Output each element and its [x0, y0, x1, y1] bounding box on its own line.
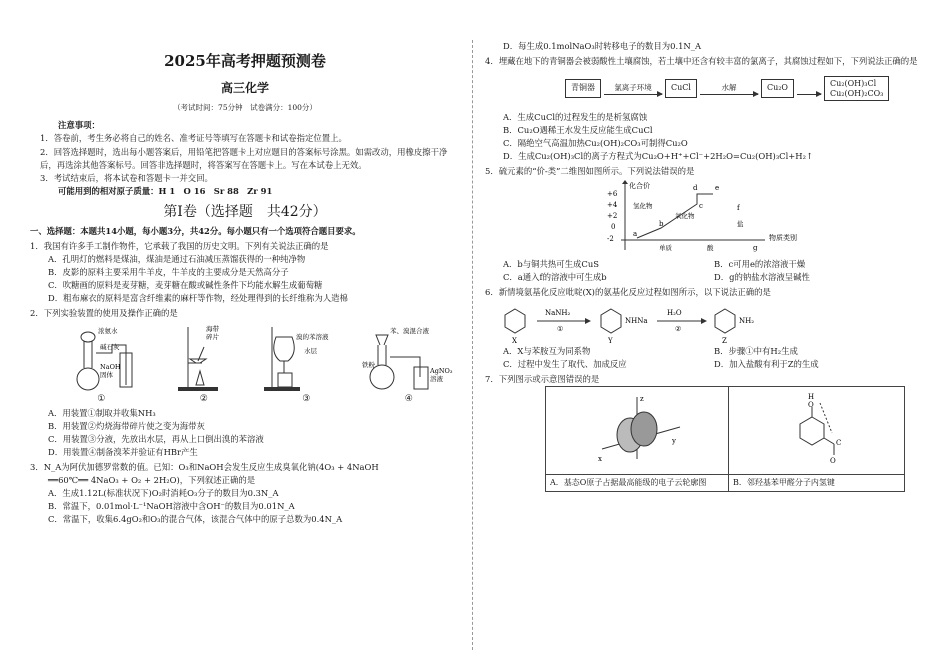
group: NH₂ — [739, 317, 755, 326]
column-divider — [472, 40, 473, 650]
apparatus-3-image — [260, 323, 340, 393]
figure-number: ④ — [404, 394, 413, 405]
option: B．步骤①中有H₂生成 — [714, 346, 798, 357]
apparatus-4-image — [360, 323, 453, 393]
arrow-label: 水解 — [721, 83, 737, 93]
figure-cell — [546, 387, 729, 474]
label: AgNO₃ — [430, 367, 453, 376]
orbital-image — [562, 389, 712, 467]
label: 碱石灰 — [100, 343, 120, 352]
label: 水层 — [304, 347, 317, 356]
option: D．用装置④制备溴苯并验证有HBr产生 — [48, 447, 198, 458]
label: 碎片 — [206, 333, 219, 342]
flow-arrow — [601, 82, 665, 95]
point-label: d — [693, 184, 698, 193]
option: A．用装置①制取并收集NH₃ — [48, 408, 156, 419]
figure-number: ① — [97, 394, 106, 405]
question-stem: 4．埋藏在地下的青铜器会被弱酸性土壤腐蚀，若土壤中还含有较丰富的氯离子，其腐蚀过程如下，下列说法正确的是 — [485, 56, 918, 67]
label: 铁粉 — [362, 361, 375, 370]
exam-info: （考试时间：75分钟 试卷满分：100分） — [173, 102, 317, 112]
axis-label: y — [672, 437, 676, 446]
atom-label: O — [807, 401, 814, 410]
category: 氧化物 — [675, 212, 695, 221]
option: C．隔绝空气高温加热Cu₂(OH)₂CO₃可制得Cu₂O — [503, 138, 688, 149]
point-label: c — [699, 202, 703, 211]
right-column — [485, 40, 925, 492]
group: NHNa — [625, 317, 648, 326]
caption-cell: A．基态O原子占据最高能级的电子云轮廓图 — [546, 474, 729, 491]
atomic-masses: 可能用到的相对原子质量：H 1 O 16 Sr 88 Zr 91 — [58, 185, 273, 196]
exam-subtitle: 高三化学 — [220, 81, 269, 96]
compound-label: Z — [722, 337, 727, 346]
category: 酸 — [707, 244, 714, 253]
option: B．c可用e的浓溶液干燥 — [714, 259, 806, 270]
notice-heading: 注意事项： — [58, 120, 100, 131]
option-row — [485, 345, 925, 358]
label: 苯、溴混合液 — [390, 327, 429, 336]
option: A．孔明灯的燃料是煤油，煤油是通过石油减压蒸馏获得的一种纯净物 — [48, 254, 306, 265]
tick: +6 — [607, 190, 618, 199]
category: 盐 — [737, 220, 744, 229]
valence-class-diagram — [485, 178, 925, 258]
option: D．加入盐酸有利于Z的生成 — [714, 359, 819, 370]
apparatus-figure — [50, 323, 460, 393]
option-row — [485, 271, 925, 284]
atom-label: H — [807, 393, 814, 402]
option: D．粗布麻衣的原料是富含纤维素的麻杆等作物，经处理得到的长纤维称为人造棉 — [48, 293, 348, 304]
label: 海带 — [206, 325, 219, 334]
option-row — [485, 258, 925, 271]
tick: +2 — [607, 212, 618, 221]
flow-box: Cu₂O — [761, 79, 794, 97]
option: D．每生成0.1molNaO₃时转移电子的数目为0.1N_A — [503, 41, 701, 51]
notice-item: 1．答卷前，考生务必将自己的姓名、准考证号等填写在答题卡和试卷指定位置上。 — [40, 133, 347, 144]
axis-label: 化合价 — [629, 182, 650, 191]
atom-label: O — [829, 457, 836, 466]
flow-arrow — [697, 82, 761, 95]
amination-scheme — [485, 299, 925, 345]
label: 溴的苯溶液 — [296, 333, 329, 342]
reagent: NaNH₂ — [545, 309, 571, 318]
axis-label: x — [598, 455, 602, 464]
option: C．常温下，收集6.4gO₂和O₃的混合气体，该混合气体中的原子总数为0.4N_A — [48, 514, 343, 525]
question-stem: 2．下列实验装置的使用及操作正确的是 — [30, 308, 178, 319]
step-label: ② — [675, 325, 682, 334]
apparatus-2-image — [170, 323, 240, 393]
option: C．a通入f的溶液中可生成b — [503, 272, 607, 283]
axis-label: 物质类别 — [769, 234, 797, 243]
compound-label: Y — [608, 337, 613, 346]
label: 溶液 — [430, 375, 443, 384]
arrow-label: 氯离子环境 — [614, 83, 652, 93]
flow-box: 青铜器 — [565, 79, 601, 97]
exam-title: 2025年高考押题预测卷 — [164, 52, 326, 70]
flow-arrow — [794, 82, 824, 95]
notice-item: 2．回答选择题时，选出每小题答案后，用铅笔把答题卡上对应题目的答案标号涂黑。如需改动，用橡皮擦干净后，再选涂其他答案标号。回答非选择题时，将答案写在答题卡上。写在本试卷上无效。 — [40, 146, 448, 170]
figure-cell — [729, 387, 905, 474]
question-stem: 3．N_A为阿伏加德罗常数的值。已知：O₃和NaOH会发生反应生成臭氧化钠(4O₃ + 4NaOH — [30, 462, 379, 473]
part-title: 第Ⅰ卷（选择题 共42分） — [163, 203, 327, 220]
step-label: ① — [557, 325, 564, 334]
notice-item: 3．考试结束后，将本试卷和答题卡一并交回。 — [40, 172, 213, 183]
point-label: e — [715, 184, 720, 193]
option: B．皮影的原料主要采用牛羊皮，牛羊皮的主要成分是天然高分子 — [48, 267, 289, 278]
point-label: b — [659, 220, 664, 229]
caption-cell: B．邻羟基苯甲醛分子内氢键 — [729, 474, 905, 491]
label: NaOH — [100, 363, 121, 372]
category: 单质 — [659, 244, 672, 253]
point-label: a — [633, 230, 638, 239]
option: A．生成CuCl的过程发生的是析氢腐蚀 — [503, 112, 648, 123]
axis-label: z — [640, 395, 644, 404]
tick: -2 — [607, 235, 614, 244]
tick: +4 — [607, 201, 618, 210]
option: B．用装置②灼烧海带碎片使之变为海带灰 — [48, 421, 205, 432]
option: C．过程中发生了取代、加成反应 — [503, 359, 627, 370]
option: A．b与铜共热可生成CuS — [503, 259, 599, 270]
option: A．生成1.12L(标准状况下)O₂时消耗O₃分子的数目为0.3N_A — [48, 488, 279, 499]
point-label: g — [753, 244, 758, 253]
figure-numbers — [50, 393, 460, 407]
tick: 0 — [611, 223, 616, 232]
label: 浓氨水 — [98, 327, 118, 336]
section-instruction: 一、选择题：本题共14小题，每小题3分，共42分。每小题只有一个选项符合题目要求。 — [30, 226, 361, 237]
left-column — [30, 40, 460, 526]
compound-label: X — [512, 337, 517, 346]
flow-box — [824, 76, 889, 101]
option: B．常温下，0.01mol·L⁻¹NaOH溶液中含OH⁻的数目为0.01N_A — [48, 501, 295, 512]
molecule-image — [742, 389, 892, 467]
option: D．生成Cu₂(OH)₃Cl的离子方程式为Cu₂O+H⁺+Cl⁻+2H₂O=Cu₂(OH)₃Cl+H₂↑ — [503, 151, 813, 162]
option: C．用装置③分液，先放出水层，再从上口倒出溴的苯溶液 — [48, 434, 264, 445]
question-stem: 5．硫元素的“价-类”二维图如图所示。下列说法错误的是 — [485, 166, 695, 177]
figure-table — [545, 386, 905, 492]
product: Cu₂(OH)₂CO₃ — [830, 88, 884, 98]
category: 氢化物 — [633, 202, 653, 211]
product: Cu₂(OH)₃Cl — [830, 79, 877, 89]
label: 固体 — [100, 371, 113, 380]
question-stem: 1．我国有许多手工制作物件，它承载了我国的历史文明。下列有关说法正确的是 — [30, 241, 329, 252]
reagent: H₂O — [667, 309, 682, 318]
option: D．g的钠盐水溶液呈碱性 — [714, 272, 810, 283]
option: C．吹糖画的原料是麦芽糖，麦芽糖在酸或碱性条件下均能水解生成葡萄糖 — [48, 280, 323, 291]
figure-number: ③ — [302, 394, 311, 405]
option: A．X与苯胺互为同系物 — [503, 346, 591, 357]
corrosion-flow-diagram — [565, 76, 925, 101]
point-label: f — [737, 204, 740, 213]
atom-label: C — [835, 439, 841, 448]
question-stem-cont: ══60℃══ 4NaO₃ + O₂ + 2H₂O)，下列叙述正确的是 — [48, 475, 256, 486]
flow-box: CuCl — [665, 79, 697, 97]
option: B．Cu₂O遇稀王水发生反应能生成CuCl — [503, 125, 653, 136]
question-stem: 7．下列图示或示意图错误的是 — [485, 374, 600, 385]
question-stem: 6．新情境氨基化反应吡啶(X)的氨基化反应过程如图所示，以下说法正确的是 — [485, 287, 771, 298]
figure-number: ② — [199, 394, 208, 405]
option-row — [485, 358, 925, 371]
apparatus-1-image — [60, 323, 150, 393]
